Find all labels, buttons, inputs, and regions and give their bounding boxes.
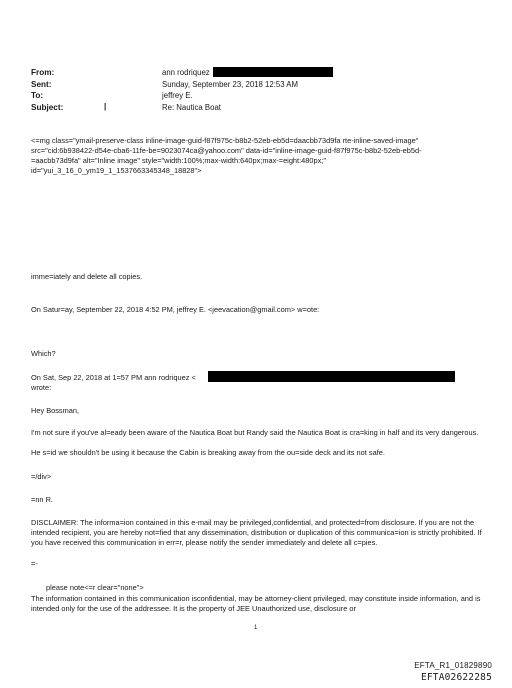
img-tag-line-3: =aacbb73d9fa" alt="Inline image" style="width:100%;max-width:640px;max-=eight:480px;" xyxy=(31,156,326,165)
delete-line: imme=iately and delete all copies. xyxy=(31,272,143,281)
paragraph-2: He s=id we shouldn't be using it because the Cabin is breaking away from the ou=side deck and its not safe. xyxy=(31,448,385,457)
quote-header-2b: wrote: xyxy=(31,383,52,392)
subject-value: Re: Nautica Boat xyxy=(162,103,221,112)
please-note-line: please note<=r clear="none"> xyxy=(46,583,144,592)
from-label: From: xyxy=(31,68,55,77)
subject-mark: | xyxy=(104,102,107,111)
to-value: jeffrey E. xyxy=(162,91,193,100)
redaction-from xyxy=(213,67,333,77)
img-tag-line-4: id="yui_3_16_0_ym19_1_1537663345348_18828"> xyxy=(31,166,202,175)
quote-header-2a: On Sat, Sep 22, 2018 at 1=57 PM ann rodriquez < xyxy=(31,373,196,382)
img-tag-line-2: src="cid:6b938422-d54e-cba6-11fe-be=9023074ca@yahoo.com" data-id="inline-image-guid-f87f975c-b8b2-52eb-eb5d- xyxy=(31,146,422,155)
sent-value: Sunday, September 23, 2018 12:53 AM xyxy=(162,80,298,89)
paragraph-1: I'm not sure if you've al=eady been aware of the Nautica Boat but Randy said the Nautica Boat is cra=king in half and its very dangerous. xyxy=(31,428,479,437)
from-value: ann rodriquez xyxy=(162,68,210,77)
quote-header-1: On Satur=ay, September 22, 2018 4:52 PM, jeffrey E. <jeevacation@gmail.com> w=ote: xyxy=(31,305,320,314)
bates-number-1: EFTA_R1_01829890 xyxy=(414,661,492,670)
page-number: 1 xyxy=(254,625,258,631)
disclaimer: DISCLAIMER: The informa=ion contained in this e-mail may be privileged,confidential, and protected=from disclosure. If you are not the intended recipient, you are hereby not=fied that any dissemination, distribution or duplication of this communica=ion is strictly prohibited. If you have received this communication in err=r, please notify the sender immediately and delete all c=pies. xyxy=(31,518,482,547)
info-paragraph: The information contained in this communication isconfidential, may be attorney-client privileged, may constitute inside information, and is intended only for the use of the addressee. It is the property of JEE Unauthorized use, disclosure or xyxy=(31,594,481,613)
subject-label: Subject: xyxy=(31,103,64,112)
dash-line: =- xyxy=(31,559,38,568)
greeting: Hey Bossman, xyxy=(31,406,80,415)
div-close-tag: =/div> xyxy=(31,472,52,481)
which-line: Which? xyxy=(31,349,56,358)
to-label: To: xyxy=(31,91,44,100)
signoff: =nn R. xyxy=(31,495,53,504)
sent-label: Sent: xyxy=(31,80,52,89)
img-tag-line-1: <=mg class="ymail-preserve-class inline-image-guid-f87f975c-b8b2-52eb-eb5d=daacbb73d9fa rte-inline-saved-image" xyxy=(31,136,419,145)
redaction-email xyxy=(208,371,455,382)
bates-number-2: EFTA02622285 xyxy=(420,672,492,683)
